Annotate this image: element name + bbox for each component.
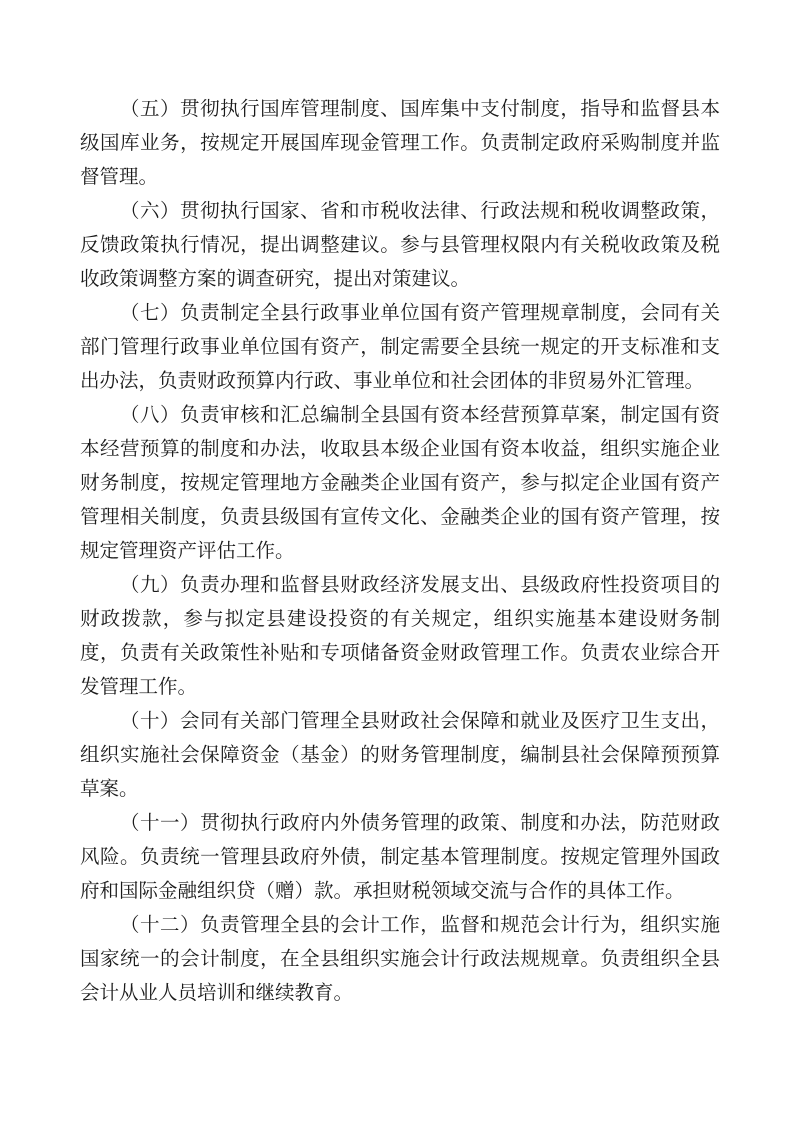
paragraph-item-12: （十二）负责管理全县的会计工作，监督和规范会计行为，组织实施国家统一的会计制度，在全县组织实施会计行政法规规章。负责组织全县会计从业人员培训和继续教育。 xyxy=(80,913,720,1004)
paragraph-item-6: （六）贯彻执行国家、省和市税收法律、行政法规和税收调整政策，反馈政策执行情况，提出调整建议。参与县管理权限内有关税收政策及税收政策调整方案的调查研究，提出对策建议。 xyxy=(80,199,720,290)
paragraph-item-5: （五）贯彻执行国库管理制度、国库集中支付制度，指导和监督县本级国库业务，按规定开展国库现金管理工作。负责制定政府采购制度并监督管理。 xyxy=(80,97,720,188)
paragraph-item-7: （七）负责制定全县行政事业单位国有资产管理规章制度，会同有关部门管理行政事业单位国有资产，制定需要全县统一规定的开支标准和支出办法，负责财政预算内行政、事业单位和社会团体的非贸易外汇管理。 xyxy=(80,301,720,392)
paragraph-item-8: （八）负责审核和汇总编制全县国有资本经营预算草案，制定国有资本经营预算的制度和办法，收取县本级企业国有资本收益，组织实施企业财务制度，按规定管理地方金融类企业国有资产，参与拟定企业国有资产管理相关制度，负责县级国有宣传文化、金融类企业的国有资产管理，按规定管理资产评估工作。 xyxy=(80,403,720,562)
document-body xyxy=(80,92,720,1010)
paragraph-item-10: （十）会同有关部门管理全县财政社会保障和就业及医疗卫生支出，组织实施社会保障资金（基金）的财务管理制度，编制县社会保障预预算草案。 xyxy=(80,709,720,800)
paragraph-item-9: （九）负责办理和监督县财政经济发展支出、县级政府性投资项目的财政拨款，参与拟定县建设投资的有关规定，组织实施基本建设财务制度，负责有关政策性补贴和专项储备资金财政管理工作。负责农业综合开发管理工作。 xyxy=(80,573,720,698)
paragraph-item-11: （十一）贯彻执行政府内外债务管理的政策、制度和办法，防范财政风险。负责统一管理县政府外债，制定基本管理制度。按规定管理外国政府和国际金融组织贷（赠）款。承担财税领域交流与合作的具体工作。 xyxy=(80,811,720,902)
